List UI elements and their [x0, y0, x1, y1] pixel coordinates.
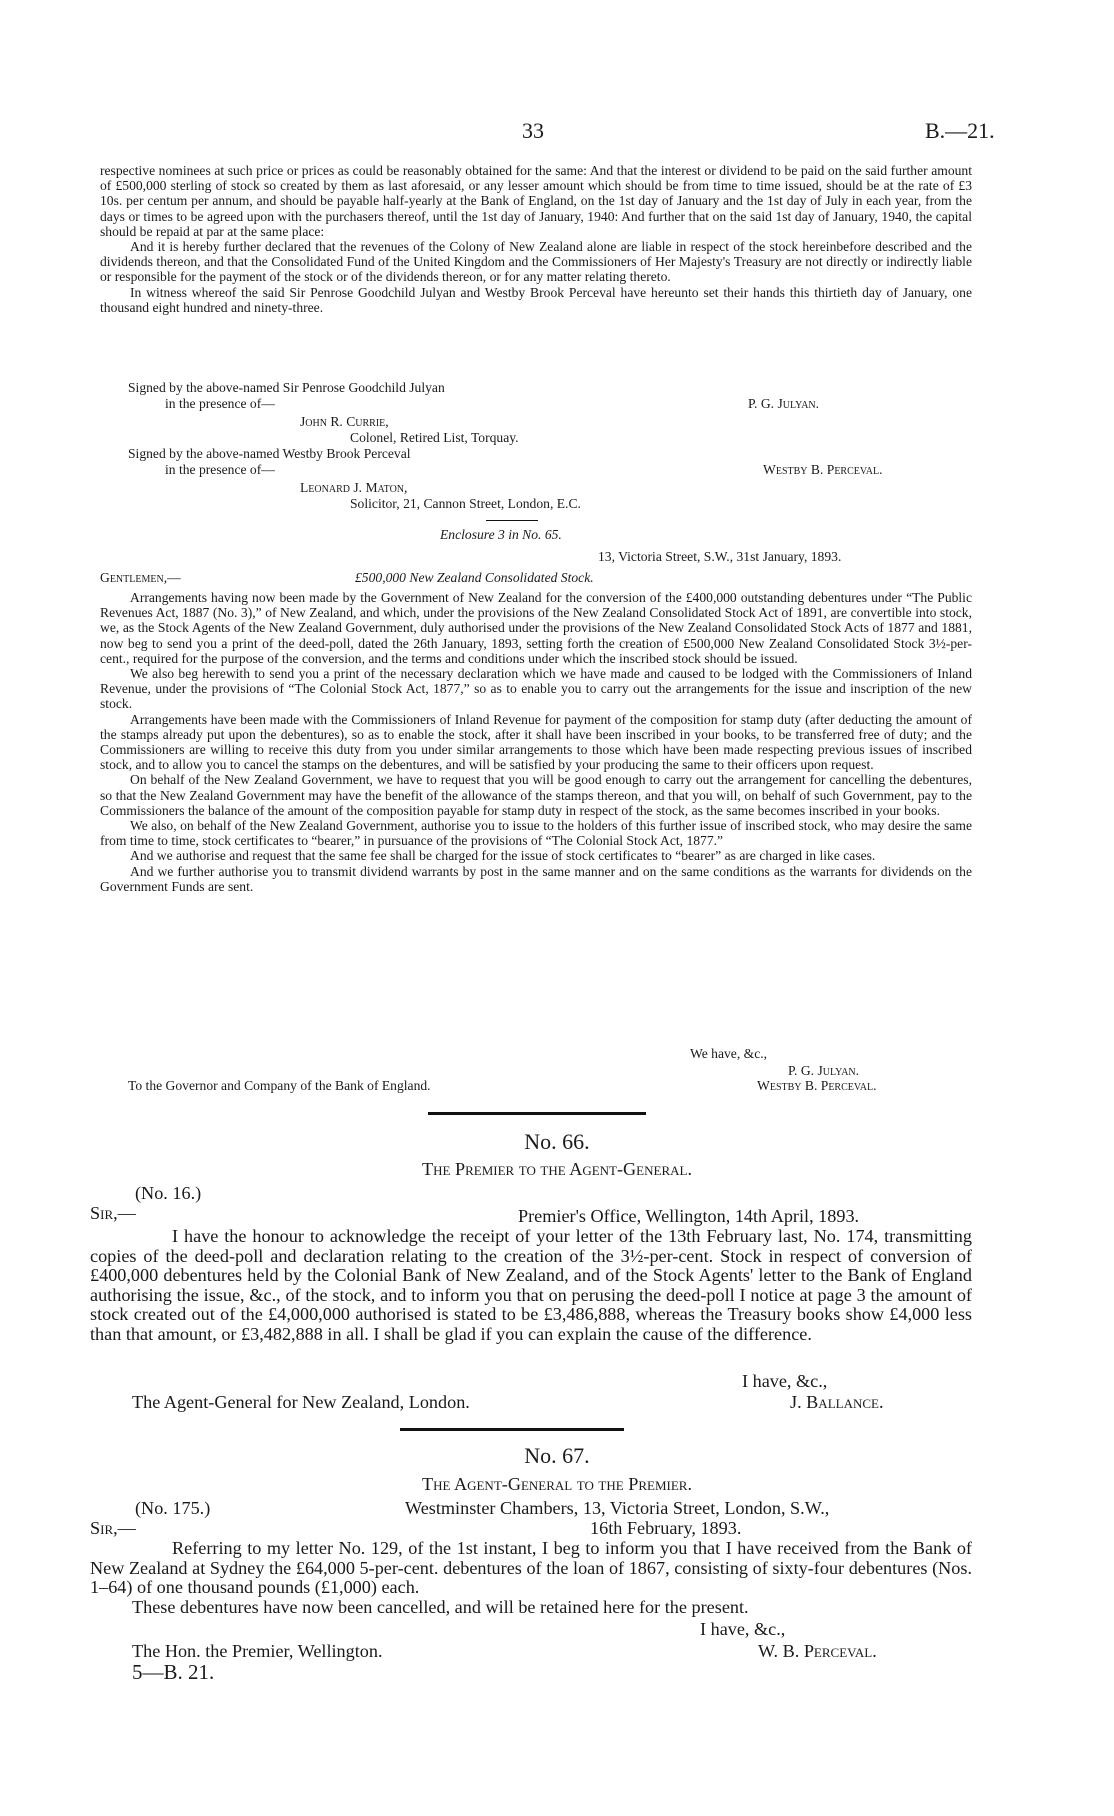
enclosure-address: 13, Victoria Street, S.W., 31st January, 1893.: [598, 549, 842, 564]
deed-poll-continuation: [100, 163, 972, 315]
paragraph: In witness whereof the said Sir Penrose Goodchild Julyan and Westby Brook Perceval have hereunto set their hands this thirtieth day of January, one thousand eight hundred and ninety-three.: [100, 284, 972, 315]
enclosure-heading: Enclosure 3 in No. 65.: [440, 527, 562, 542]
signature-mark: 5—B. 21.: [132, 1660, 215, 1684]
signature2-witness-name: Leonard J. Maton,: [300, 480, 408, 495]
letter67-signer: W. B. Perceval.: [758, 1641, 877, 1661]
paragraph: Arrangements having now been made by the Government of New Zealand for the conversion of the £400,000 outstanding debentures under “The Public Revenues Act, 1887 (No. 3),” of New Zealand, and which, under the provisions of the New Zealand Consolidated Stock Act of 1891, are convertible into stock, we, as the Stock Agents of the New Zealand Government, duly authorised under the provisions of the New Zealand Consolidated Stock Acts of 1877 and 1881, now beg to send you a print of the deed-poll, dated the 26th January, 1893, setting forth the creation of £500,000 New Zealand Consolidated Stock 3½-per-cent., required for the purpose of the conversion, and the terms and conditions under which the inscribed stock should be issued.: [100, 590, 972, 666]
enclosure-salutation: Gentlemen,—: [100, 570, 181, 585]
letter67-title: The Agent-General to the Premier.: [421, 1474, 692, 1494]
paragraph: On behalf of the New Zealand Government, we have to request that you will be good enough to carry out the arrangement for cancelling the debentures, so that the New Zealand Government may have the benefit of the allowance of the stamps thereon, and that you will, on behalf of such Government, pay to the Commissioners the balance of the amount of the composition payable for stamp duty in respect of the stock, as the same becomes inscribed in your books.: [100, 772, 972, 818]
signature2-signer: Westby B. Perceval.: [763, 462, 883, 477]
letter67-addressee: The Hon. the Premier, Wellington.: [132, 1641, 383, 1661]
letter67-salutation: Sir,—: [90, 1518, 136, 1538]
enclosure-closing: We have, &c.,: [690, 1046, 768, 1061]
paragraph: Referring to my letter No. 129, of the 1st instant, I beg to inform you that I have received from the Bank of New Zealand at Sydney the £64,000 5-per-cent. debentures of the loan of 1867, consisting of sixty-four debentures (Nos. 1–64) of one thousand pounds (£1,000) each.: [90, 1538, 972, 1598]
enclosure-body: [100, 590, 972, 894]
letter67-address-line1: Westminster Chambers, 13, Victoria Street, London, S.W.,: [405, 1498, 830, 1518]
letter66-number: No. 66.: [524, 1129, 590, 1154]
signature2-line1: Signed by the above-named Westby Brook Perceval: [128, 446, 411, 461]
signature1-line2: in the presence of—: [165, 396, 275, 411]
section-divider: [400, 1428, 624, 1431]
signature1-witness-name: John R. Currie,: [300, 414, 389, 429]
letter67-number: No. 67.: [524, 1443, 590, 1468]
paragraph: I have the honour to acknowledge the receipt of your letter of the 13th February last, No. 174, transmitting copies of the deed-poll and declaration relating to the creation of the 3½-per-cent. Stock in respect of conversion of £400,000 debentures held by the Colonial Bank of New Zealand, and of the Stock Agents' letter to the Bank of England authorising the issue, &c., of the stock, and to inform you that on perusing the deed-poll I notice at page 3 the amount of stock created out of the £4,000,000 authorised is stated to be £3,486,888, whereas the Treasury books show £4,000 less than that amount, or £3,482,888 in all. I shall be glad if you can explain the cause of the difference.: [90, 1226, 972, 1344]
letter67-address-line2: 16th February, 1893.: [590, 1518, 742, 1538]
document-reference: B.—21.: [925, 118, 995, 143]
signature2-line2: in the presence of—: [165, 462, 275, 477]
letter66-signer: J. Ballance.: [790, 1392, 884, 1412]
enclosure-addressee: To the Governor and Company of the Bank of England.: [128, 1078, 431, 1093]
divider: [486, 520, 538, 521]
signature1-witness-detail: Colonel, Retired List, Torquay.: [350, 430, 519, 445]
letter66-body: [90, 1227, 972, 1345]
letter66-closing: I have, &c.,: [742, 1371, 828, 1391]
letter66-addressee: The Agent-General for New Zealand, London.: [132, 1392, 470, 1412]
signature1-line1: Signed by the above-named Sir Penrose Goodchild Julyan: [128, 380, 445, 395]
paragraph: We also beg herewith to send you a print of the necessary declaration which we have made and caused to be lodged with the Commissioners of Inland Revenue, under the provisions of “The Colonial Stock Act, 1877,” so as to enable you to carry out the arrangements for the issue and inscription of the new stock.: [100, 666, 972, 712]
letter66-title: The Premier to the Agent-General.: [421, 1159, 692, 1179]
paragraph: These debentures have now been cancelled, and will be retained here for the present.: [132, 1596, 749, 1617]
signature1-signer: P. G. Julyan.: [748, 396, 820, 411]
letter66-address: Premier's Office, Wellington, 14th April, 1893.: [518, 1206, 860, 1226]
paragraph: And it is hereby further declared that the revenues of the Colony of New Zealand alone are liable in respect of the stock hereinbefore described and the dividends thereon, and that the Consolidated Fund of the United Kingdom and the Commissioners of Her Majesty's Treasury are not directly or indirectly liable or responsible for the payment of the stock or of the dividends thereon, or for any matter relating thereto.: [100, 239, 972, 285]
paragraph: Arrangements have been made with the Commissioners of Inland Revenue for payment of the composition for stamp duty (after deducting the amount of the stamps already put upon the debentures), so as to enable the stock, after it shall have been inscribed in your books, to be transferred free of duty; and the Commissioners are willing to receive this duty from you under similar arrangements to those which have been made respecting previous issues of inscribed stock, and to allow you to cancel the stamps on the debentures, and will be satisfied by your producing the same to their officers upon request.: [100, 711, 972, 773]
paragraph: respective nominees at such price or prices as could be reasonably obtained for the same: And that the interest or dividend to be paid on the said further amount of £500,000 sterling of stock so created by them as last aforesaid, or any lesser amount which should be from time to time issued, should be at the rate of £3 10s. per centum per annum, and should be payable half-yearly at the Bank of England, on the 1st day of January and the 1st day of July in each year, from the days or times to be agreed upon with the purchasers thereof, until the 1st day of January, 1940: And further that on the said 1st day of January, 1940, the capital should be repaid at par at the same place:: [100, 163, 972, 239]
section-divider: [428, 1112, 646, 1115]
letter67-body: [90, 1539, 972, 1617]
letter67-closing: I have, &c.,: [700, 1619, 786, 1639]
enclosure-signer2: Westby B. Perceval.: [757, 1078, 877, 1093]
paragraph: And we further authorise you to transmit dividend warrants by post in the same manner and on the same conditions as the warrants for dividends on the Government Funds are sent.: [100, 863, 972, 894]
signature2-witness-detail: Solicitor, 21, Cannon Street, London, E.C.: [350, 496, 581, 511]
enclosure-signer1: P. G. Julyan.: [788, 1063, 860, 1078]
enclosure-subject: £500,000 New Zealand Consolidated Stock.: [355, 570, 594, 585]
paragraph: And we authorise and request that the same fee shall be charged for the issue of stock certificates to “bearer” as are charged in like cases.: [130, 848, 876, 864]
letter67-ref: (No. 175.): [135, 1498, 211, 1518]
paragraph: We also, on behalf of the New Zealand Government, authorise you to issue to the holders of this further issue of inscribed stock, who may desire the same from time to time, stock certificates to “bearer,” in pursuance of the provisions of “The Colonial Stock Act, 1877.”: [100, 818, 972, 849]
letter66-ref: (No. 16.): [135, 1183, 202, 1203]
letter66-salutation: Sir,—: [90, 1203, 136, 1223]
page-number: 33: [522, 118, 544, 143]
